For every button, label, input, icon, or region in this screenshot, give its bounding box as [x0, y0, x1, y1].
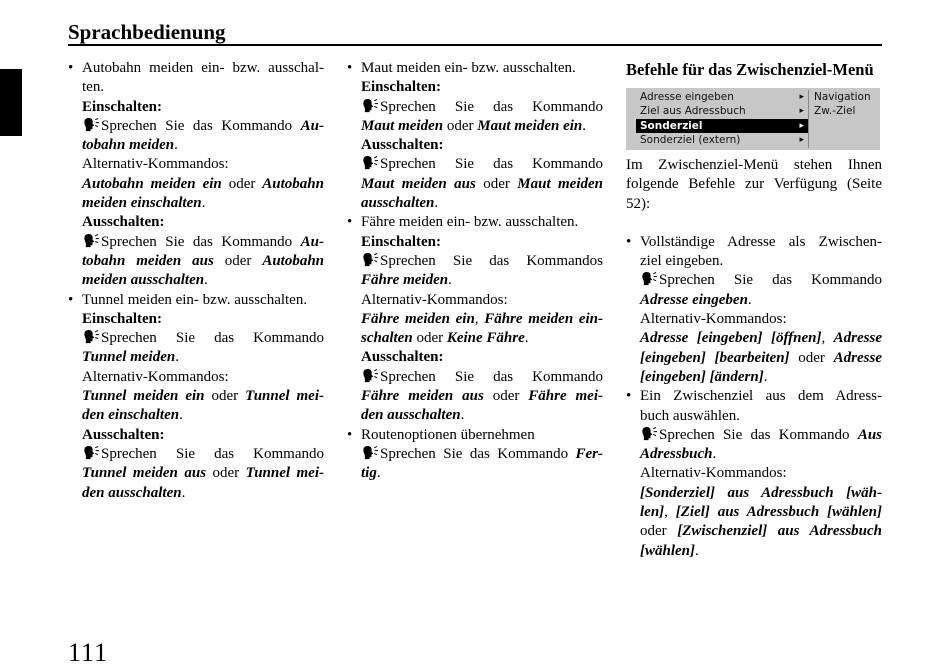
chevron-right-icon: ▸: [799, 106, 804, 117]
list-item-adresse: [626, 233, 882, 387]
alt-line: [eingeben] [bearbeiten] oder Adresse: [640, 349, 882, 366]
menu-context-navigation: Navigation: [814, 91, 871, 103]
menu-divider: [808, 90, 809, 148]
title-rule: [68, 44, 882, 46]
command-line: ausschalten.: [361, 195, 439, 212]
item-text: ziel eingeben.: [640, 253, 724, 270]
section-tab-marker: [0, 69, 22, 136]
item-text: buch auswählen.: [640, 407, 740, 424]
alt-line: Tunnel meiden ein oder Tunnel mei-: [82, 388, 324, 405]
alt-line: [eingeben] [ändern].: [640, 368, 768, 385]
label-off: Ausschalten:: [82, 214, 165, 231]
list-item-maut: [347, 59, 603, 213]
alt-line: meiden einschalten.: [82, 195, 206, 212]
command-line: Sprechen Sie das Kommando: [82, 445, 324, 464]
label-off: Ausschalten:: [361, 137, 444, 154]
speak-icon: [361, 98, 380, 113]
command-line: den ausschalten.: [361, 407, 465, 424]
alt-line: [Sonderziel] aus Adressbuch [wäh-: [640, 484, 882, 501]
command-line: Sprechen Sie das Kommando: [361, 98, 603, 117]
alt-line: Fähre meiden ein, Fähre meiden ein-: [361, 310, 603, 327]
speak-icon: [640, 271, 659, 286]
section-heading: Befehle für das Zwischenziel-Menü: [626, 60, 874, 79]
column-2: [347, 59, 603, 484]
intro-text: folgende Befehle zur Verfügung (Seite: [626, 176, 882, 193]
command-line: Sprechen Sie das Kommando: [361, 155, 603, 174]
alt-label: Alternativ-Kommandos:: [361, 291, 508, 308]
bullet: •: [347, 426, 353, 443]
menu-context-zwziel: Zw.-Ziel: [814, 105, 856, 118]
item-text: Routenoptionen übernehmen: [361, 426, 535, 443]
label-on: Einschalten:: [361, 79, 442, 96]
item-text: Autobahn meiden ein- bzw. ausschal-: [82, 60, 324, 76]
list-item-adressbuch: [626, 387, 882, 561]
chevron-right-icon: ▸: [799, 92, 804, 102]
item-text: ten.: [82, 79, 105, 96]
item-text: Tunnel meiden ein- bzw. ausschalten.: [82, 291, 308, 308]
command-line: Sprechen Sie das Kommando Au-: [82, 233, 324, 252]
alt-label: Alternativ-Kommandos:: [82, 156, 229, 173]
alt-line: oder [Zwischenziel] aus Adressbuch: [640, 523, 883, 540]
command-line: Sprechen Sie das Kommando Aus: [640, 426, 882, 445]
label-on: Einschalten:: [361, 233, 442, 250]
speak-icon: [82, 445, 101, 460]
command-line: Sprechen Sie das Kommando Fer-: [361, 445, 603, 464]
command-line: Sprechen Sie das Kommando: [82, 329, 324, 348]
chevron-right-icon: ▸: [799, 120, 804, 131]
alt-line: schalten oder Keine Fähre.: [361, 330, 529, 347]
command-line: Maut meiden oder Maut meiden ein.: [361, 117, 587, 134]
intro-text: Im Zwischenziel-Menü stehen Ihnen: [626, 157, 882, 173]
command-line: Fähre meiden aus oder Fähre mei-: [361, 388, 603, 405]
speak-icon: [82, 329, 101, 344]
command-line: Fähre meiden.: [361, 272, 452, 289]
command-line: meiden ausschalten.: [82, 272, 208, 289]
command-line: Adresse eingeben.: [640, 291, 752, 308]
command-line: den ausschalten.: [82, 484, 186, 501]
command-line: tobahn meiden aus oder Autobahn: [82, 252, 325, 269]
menu-list: [636, 90, 808, 148]
menu-item-sonderziel-extern: Sonderziel (extern) ▸: [640, 134, 804, 147]
alt-label: Alternativ-Kommandos:: [640, 311, 787, 328]
label-off: Ausschalten:: [82, 426, 165, 443]
speak-icon: [361, 445, 380, 460]
list-item-faehre: [347, 213, 603, 425]
alt-line: Autobahn meiden ein oder Autobahn: [82, 175, 324, 192]
label-on: Einschalten:: [82, 310, 163, 327]
alt-label: Alternativ-Kommandos:: [82, 368, 229, 385]
command-line: Sprechen Sie das Kommando: [361, 368, 603, 387]
alt-line: Adresse [eingeben] [öffnen], Adresse: [640, 330, 883, 347]
bullet: •: [626, 388, 632, 405]
column-1: [68, 59, 324, 503]
bullet: •: [68, 60, 74, 76]
column-3: [626, 59, 882, 561]
list-item-tunnel: [68, 291, 324, 503]
menu-context: [814, 90, 871, 119]
list-item-autobahn: [68, 59, 324, 291]
item-text: Maut meiden ein- bzw. ausschalten.: [361, 60, 576, 76]
command-line: Tunnel meiden aus oder Tunnel mei-: [82, 465, 324, 482]
bullet: •: [347, 60, 353, 76]
item-text: Vollständige Adresse als Zwischen-: [640, 233, 882, 250]
speak-icon: [640, 426, 659, 441]
speak-icon: [361, 368, 380, 383]
menu-item-sonderziel: Sonderziel ▸: [636, 119, 808, 133]
command-line: Maut meiden aus oder Maut meiden: [361, 175, 603, 192]
command-line: Sprechen Sie das Kommando: [640, 271, 882, 290]
page-number: 111: [68, 638, 109, 667]
bullet: •: [626, 233, 632, 250]
chevron-right-icon: ▸: [799, 135, 804, 146]
label-off: Ausschalten:: [361, 349, 444, 366]
command-line: tig.: [361, 465, 381, 482]
bullet: •: [68, 291, 74, 308]
item-text: Fähre meiden ein- bzw. ausschalten.: [361, 214, 579, 231]
alt-line: den einschalten.: [82, 407, 183, 424]
command-line: tobahn meiden.: [82, 137, 178, 154]
alt-line: [wählen].: [640, 542, 699, 559]
zwischenziel-menu-screenshot: [626, 88, 880, 150]
command-line: Sprechen Sie das Kommandos: [361, 252, 603, 271]
bullet: •: [347, 214, 353, 231]
page-title: Sprachbedienung: [68, 20, 226, 44]
alt-line: len], [Ziel] aus Adressbuch [wählen]: [640, 504, 883, 521]
command-line: Adressbuch.: [640, 446, 717, 463]
label-on: Einschalten:: [82, 98, 163, 115]
speak-icon: [361, 252, 380, 267]
command-line: Tunnel meiden.: [82, 349, 179, 366]
command-line: Sprechen Sie das Kommando Au-: [82, 117, 324, 136]
speak-icon: [82, 117, 101, 132]
alt-label: Alternativ-Kommandos:: [640, 465, 787, 482]
speak-icon: [82, 233, 101, 248]
intro-text: 52):: [626, 195, 651, 212]
menu-item-adresse-eingeben: Adresse eingeben ▸: [640, 91, 804, 103]
list-item-routenoptionen: [347, 426, 603, 484]
speak-icon: [361, 155, 380, 170]
item-text: Ein Zwischenziel aus dem Adress-: [640, 388, 882, 405]
menu-item-ziel-aus-adressbuch: Ziel aus Adressbuch ▸: [640, 105, 804, 118]
